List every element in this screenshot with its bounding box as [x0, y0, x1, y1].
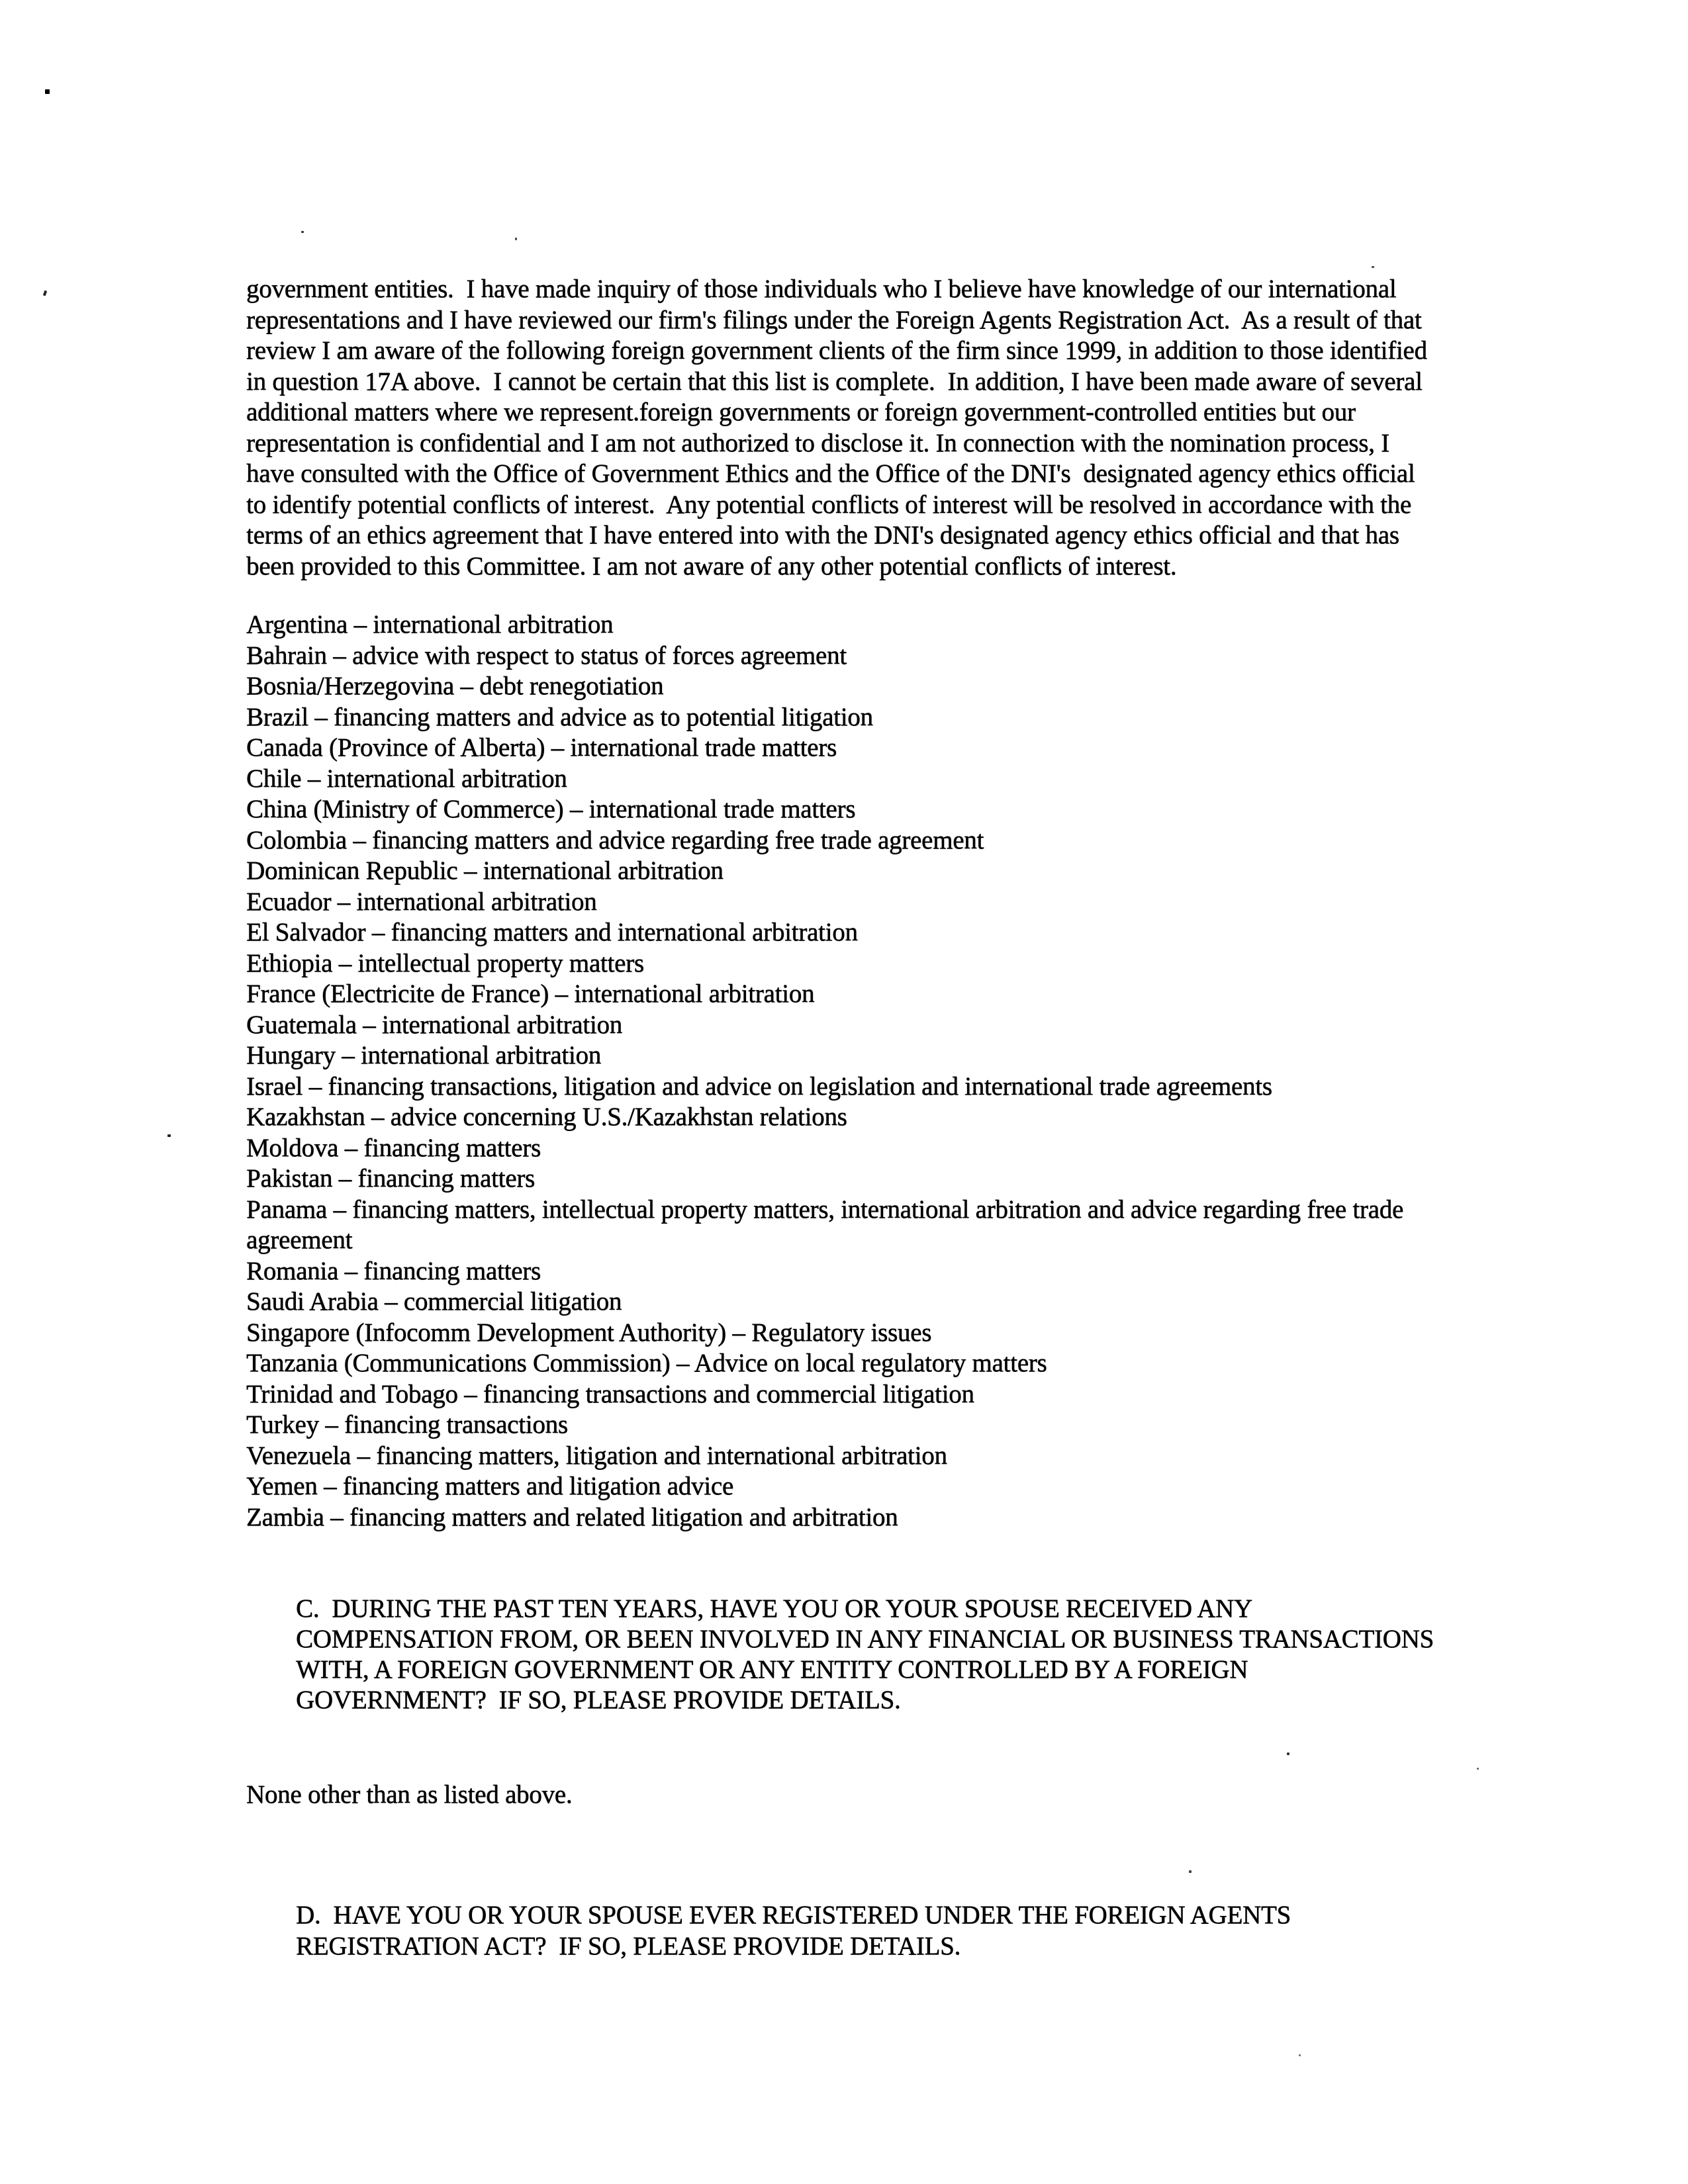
text-line: WITH, A FOREIGN GOVERNMENT OR ANY ENTITY CONTROLLED BY A FOREIGN	[296, 1655, 1248, 1684]
text-line: Ecuador – international arbitration	[246, 887, 597, 916]
text-line: REGISTRATION ACT? IF SO, PLEASE PROVIDE DETAILS.	[296, 1931, 961, 1960]
text-line: GOVERNMENT? IF SO, PLEASE PROVIDE DETAILS.	[296, 1686, 901, 1714]
intro-paragraph	[246, 274, 1427, 582]
scan-speck	[1299, 2054, 1301, 2056]
scan-speck	[1189, 1870, 1192, 1873]
text-line: Bahrain – advice with respect to status of forces agreement	[246, 641, 847, 670]
scan-speck	[1477, 1768, 1479, 1770]
text-line: Trinidad and Tobago – financing transactions and commercial litigation	[246, 1379, 974, 1408]
text-line: in question 17A above. I cannot be certain that this list is complete. In addition, I have been made aware of several	[246, 367, 1423, 396]
text-line: Dominican Republic – international arbitration	[246, 856, 724, 885]
answer-c: None other than as listed above.	[246, 1780, 573, 1809]
text-line: COMPENSATION FROM, OR BEEN INVOLVED IN ANY FINANCIAL OR BUSINESS TRANSACTIONS	[296, 1625, 1434, 1653]
question-d	[296, 1900, 1291, 1962]
text-line: Pakistan – financing matters	[246, 1164, 535, 1193]
text-line: Bosnia/Herzegovina – debt renegotiation	[246, 672, 664, 700]
text-line: Israel – financing transactions, litigation and advice on legislation and international trade agreements	[246, 1071, 1272, 1101]
text-line: Singapore (Infocomm Development Authority) – Regulatory issues	[246, 1318, 932, 1347]
text-line: Colombia – financing matters and advice regarding free trade agreement	[246, 825, 984, 854]
text-line: France (Electricite de France) – international arbitration	[246, 979, 815, 1008]
text-line: agreement	[246, 1226, 353, 1254]
text-line: Canada (Province of Alberta) – international trade matters	[246, 733, 837, 762]
text-line: representation is confidential and I am not authorized to disclose it. In connection with the nomination process, I	[246, 428, 1389, 457]
scan-speck	[1372, 266, 1374, 268]
text-line: C. DURING THE PAST TEN YEARS, HAVE YOU OR YOUR SPOUSE RECEIVED ANY	[296, 1594, 1252, 1623]
text-line: China (Ministry of Commerce) – international trade matters	[246, 795, 856, 823]
text-line: have consulted with the Office of Government Ethics and the Office of the DNI's designated agency ethics official	[246, 459, 1415, 488]
text-line: Argentina – international arbitration	[246, 610, 614, 639]
scan-speck	[1287, 1752, 1289, 1755]
scan-speck	[167, 1134, 171, 1137]
text-line: additional matters where we represent.foreign governments or foreign government-controlled entities but our	[246, 398, 1356, 426]
question-c	[296, 1594, 1434, 1715]
text-line: Brazil – financing matters and advice as to potential litigation	[246, 702, 873, 731]
scan-speck	[45, 89, 50, 94]
text-line: terms of an ethics agreement that I have entered into with the DNI's designated agency ethics official and that has	[246, 521, 1399, 549]
foreign-government-clients-list	[246, 610, 1403, 1533]
text-line: Panama – financing matters, intellectual property matters, international arbitration and advice regarding free trade	[246, 1195, 1404, 1224]
text-line: Tanzania (Communications Commission) – Advice on local regulatory matters	[246, 1349, 1047, 1377]
scan-speck	[301, 231, 304, 233]
text-line: Guatemala – international arbitration	[246, 1010, 622, 1039]
text-line: Yemen – financing matters and litigation advice	[246, 1472, 733, 1500]
text-line: Hungary – international arbitration	[246, 1041, 601, 1069]
text-line: El Salvador – financing matters and international arbitration	[246, 918, 858, 946]
scan-speck	[515, 238, 517, 240]
text-line: Saudi Arabia – commercial litigation	[246, 1287, 622, 1316]
text-line: Chile – international arbitration	[246, 764, 567, 793]
scan-speck	[43, 291, 47, 296]
text-line: review I am aware of the following foreign government clients of the firm since 1999, in addition to those identified	[246, 336, 1427, 365]
text-line: representations and I have reviewed our firm's filings under the Foreign Agents Registration Act. As a result of that	[246, 305, 1422, 334]
text-line: Turkey – financing transactions	[246, 1410, 568, 1439]
text-line: government entities. I have made inquiry of those individuals who I believe have knowledge of our international	[246, 275, 1397, 303]
text-line: D. HAVE YOU OR YOUR SPOUSE EVER REGISTERED UNDER THE FOREIGN AGENTS	[296, 1901, 1291, 1929]
text-line: Romania – financing matters	[246, 1256, 541, 1285]
text-line: Venezuela – financing matters, litigation and international arbitration	[246, 1441, 947, 1470]
text-line: been provided to this Committee. I am not aware of any other potential conflicts of interest.	[246, 551, 1177, 580]
text-line: to identify potential conflicts of interest. Any potential conflicts of interest will be resolved in accordance with the	[246, 490, 1411, 519]
text-line: Kazakhstan – advice concerning U.S./Kazakhstan relations	[246, 1103, 847, 1131]
text-line: Moldova – financing matters	[246, 1133, 541, 1162]
text-line: Zambia – financing matters and related litigation and arbitration	[246, 1502, 898, 1531]
text-line: Ethiopia – intellectual property matters	[246, 948, 644, 978]
